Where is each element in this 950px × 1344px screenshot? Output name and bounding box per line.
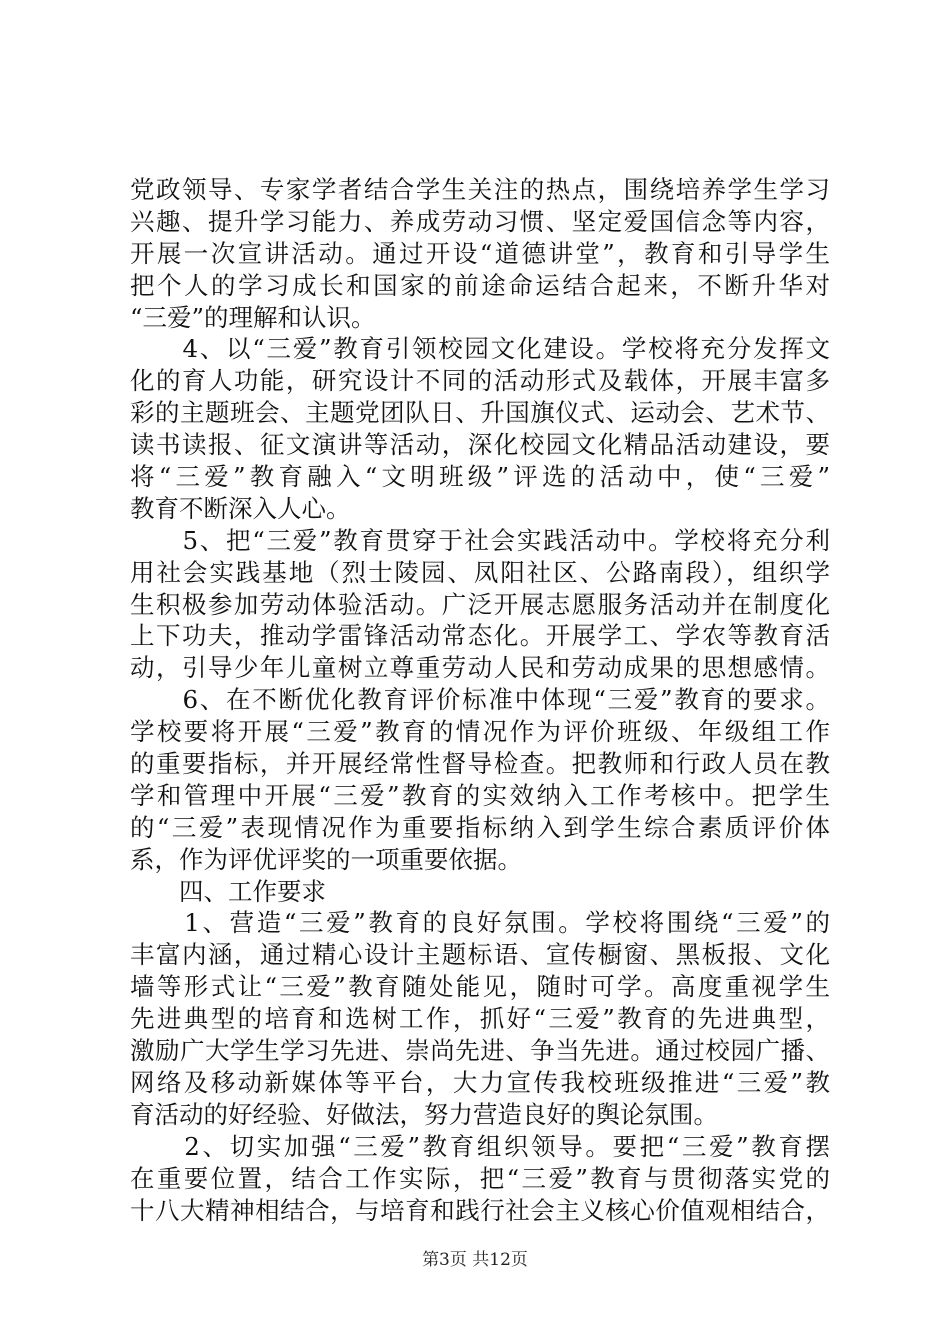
- page-footer: 第3页 共12页: [422, 1250, 528, 1270]
- text-line: 5、把“三爱”教育贯穿于社会实践活动中。学校将充分利: [130, 525, 830, 555]
- text-line: 育活动的好经验、好做法，努力营造良好的舆论氛围。: [130, 1099, 718, 1129]
- text-line: 读书读报、征文演讲等活动，深化校园文化精品活动建设，要: [130, 430, 830, 460]
- text-line: 彩的主题班会、主题党团队日、升国旗仪式、运动会、艺术节、: [130, 398, 830, 428]
- text-line: 学和管理中开展“三爱”教育的实效纳入工作考核中。把学生: [130, 780, 830, 810]
- text-line: 动，引导少年儿童树立尊重劳动人民和劳动成果的思想感情。: [130, 653, 830, 683]
- text-line: 6、在不断优化教育评价标准中体现“三爱”教育的要求。: [130, 685, 830, 715]
- text-line: 把个人的学习成长和国家的前途命运结合起来，不断升华对: [130, 270, 830, 300]
- text-line: 4、以“三爱”教育引领校园文化建设。学校将充分发挥文: [130, 334, 830, 364]
- text-line: 激励广大学生学习先进、崇尚先进、争当先进。通过校园广播、: [130, 1036, 830, 1066]
- text-line: 四、工作要求: [130, 876, 326, 906]
- text-line: 用社会实践基地（烈士陵园、凤阳社区、公路南段），组织学: [130, 557, 830, 587]
- text-line: 教育不断深入人心。: [130, 493, 351, 523]
- text-line: 的“三爱”表现情况作为重要指标纳入到学生综合素质评价体: [130, 812, 830, 842]
- text-line: 先进典型的培育和选树工作，抓好“三爱”教育的先进典型，: [130, 1004, 830, 1034]
- text-line: 2、切实加强“三爱”教育组织领导。要把“三爱”教育摆: [130, 1131, 830, 1161]
- text-line: 学校要将开展“三爱”教育的情况作为评价班级、年级组工作: [130, 717, 830, 747]
- text-line: 的重要指标，并开展经常性督导检查。把教师和行政人员在教: [130, 749, 830, 779]
- text-line: 十八大精神相结合，与培育和践行社会主义核心价值观相结合，: [130, 1195, 830, 1225]
- text-line: 系，作为评优评奖的一项重要依据。: [130, 844, 522, 874]
- text-line: 网络及移动新媒体等平台，大力宣传我校班级推进“三爱”教: [130, 1067, 830, 1097]
- text-line: 开展一次宣讲活动。通过开设“道德讲堂”，教育和引导学生: [130, 238, 830, 268]
- text-line: 1、营造“三爱”教育的良好氛围。学校将围绕“三爱”的: [130, 908, 830, 938]
- text-line: 化的育人功能，研究设计不同的活动形式及载体，开展丰富多: [130, 366, 830, 396]
- document-body: [130, 174, 830, 1226]
- text-line: 将“三爱”教育融入“文明班级”评选的活动中，使“三爱”: [130, 462, 830, 492]
- text-line: 上下功夫，推动学雷锋活动常态化。开展学工、学农等教育活: [130, 621, 830, 651]
- text-line: “三爱”的理解和认识。: [130, 302, 376, 332]
- text-line: 丰富内涵，通过精心设计主题标语、宣传橱窗、黑板报、文化: [130, 940, 830, 970]
- text-line: 墙等形式让“三爱”教育随处能见，随时可学。高度重视学生: [130, 972, 830, 1002]
- text-line: 生积极参加劳动体验活动。广泛开展志愿服务活动并在制度化: [130, 589, 830, 619]
- text-line: 在重要位置，结合工作实际，把“三爱”教育与贯彻落实党的: [130, 1163, 830, 1193]
- text-line: 兴趣、提升学习能力、养成劳动习惯、坚定爱国信念等内容，: [130, 206, 830, 236]
- text-line: 党政领导、专家学者结合学生关注的热点，围绕培养学生学习: [130, 175, 830, 204]
